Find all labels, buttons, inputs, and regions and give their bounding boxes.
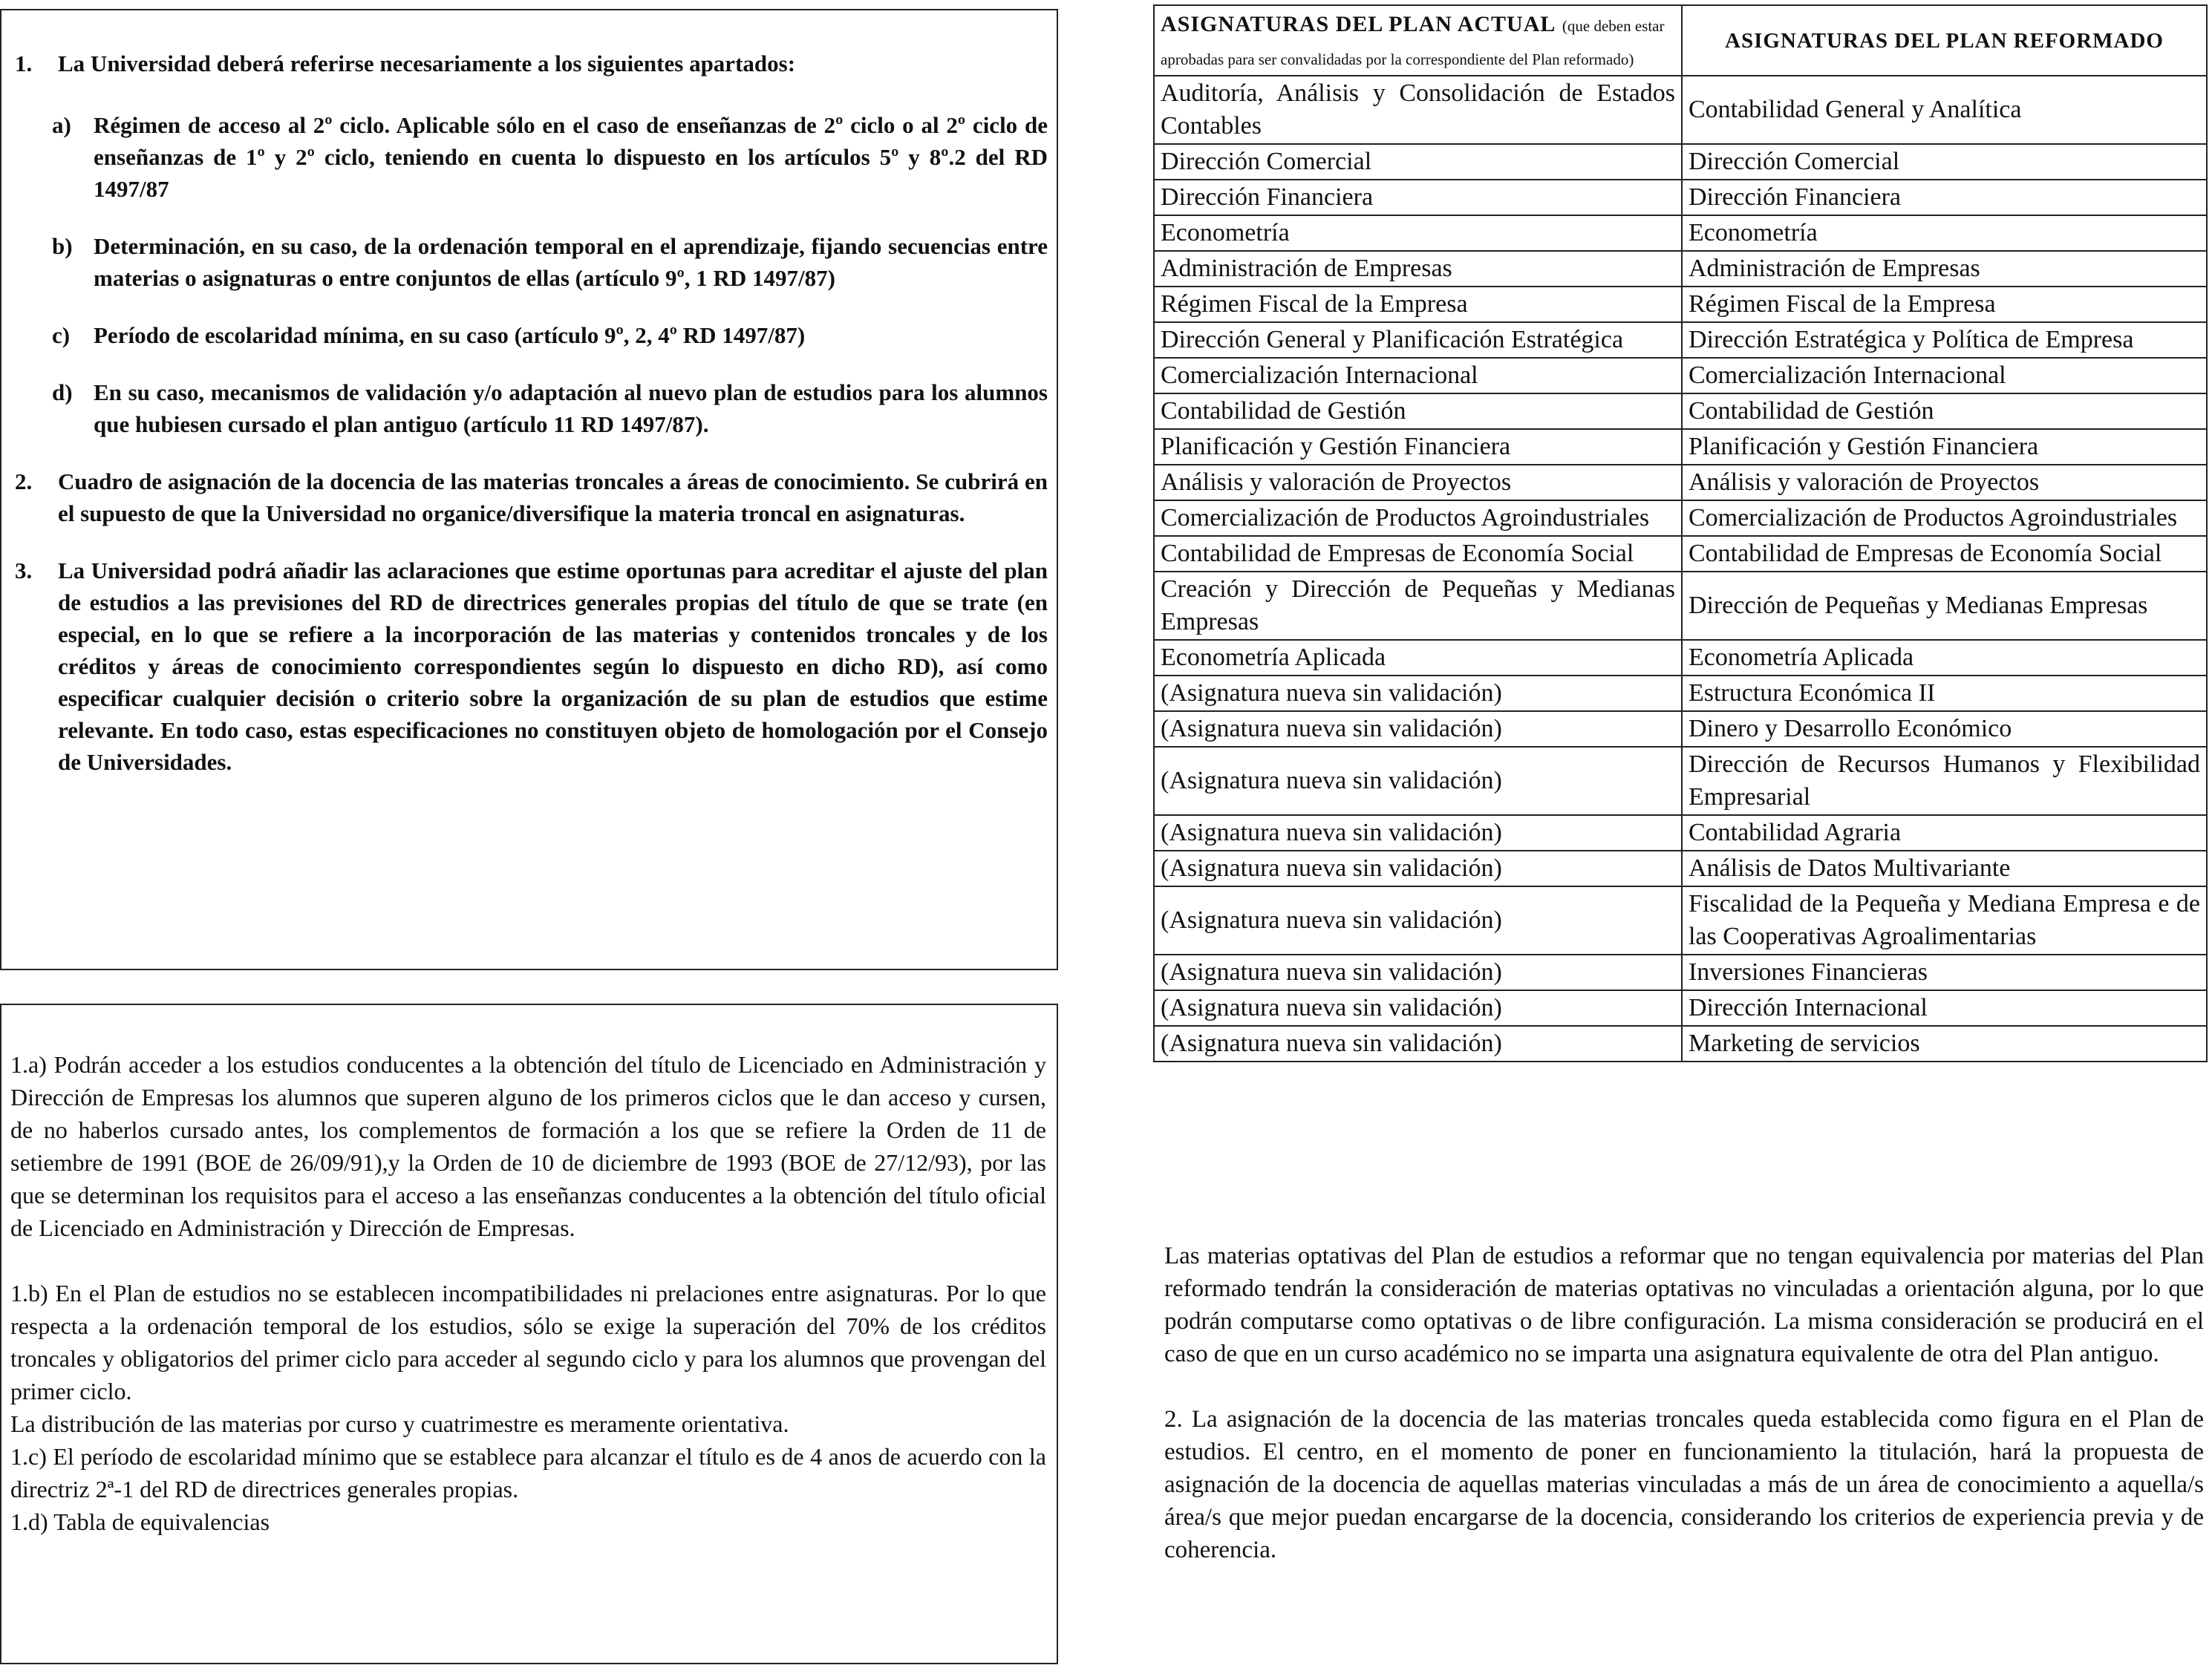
item-number: 1. [15, 50, 33, 76]
current-subject-cell: Econometría [1154, 215, 1682, 251]
current-subject-cell: Dirección General y Planificación Estratégica [1154, 322, 1682, 358]
current-subject-cell: Administración de Empresas [1154, 251, 1682, 287]
answer-1c: 1.c) El período de escolaridad mínimo que se establece para alcanzar el título es de 4 anos de acuerdo con la directriz 2ª-1 del RD de directrices generales propias. [10, 1443, 1046, 1502]
table-row [1154, 358, 2207, 393]
subitem-text: Régimen de acceso al 2º ciclo. Aplicable sólo en el caso de enseñanzas de 2º ciclo o al 2º ciclo de enseñanzas de 1º y 2º ciclo, teniendo en cuenta lo dispuesto en los artículos 5º y 8º.2 del RD 1497/87 [94, 112, 1048, 202]
header-current-plan-note: (que deben estar aprobadas para ser convalidadas por la correspondiente del Plan reformado) [1161, 17, 1665, 68]
current-subject-cell: Auditoría, Análisis y Consolidación de Estados Contables [1154, 76, 1682, 144]
current-subject-cell: Comercialización Internacional [1154, 358, 1682, 393]
optativas-note: Las materias optativas del Plan de estudios a reformar que no tengan equivalencia por materias del Plan reformado tendrán la consideración de materias optativas no vinculadas a orientación alguna, por lo que podrán computarse como optativas o de libre configuración. La misma consideración se producirá en el caso de que en un curso académico no se imparta una asignatura equivalente de otra del Plan antiguo. [1164, 1243, 2204, 1367]
table-row [1154, 76, 2207, 144]
reformed-subject-cell: Contabilidad Agraria [1682, 815, 2207, 851]
table-row [1154, 815, 2207, 851]
reformed-subject-cell: Dinero y Desarrollo Económico [1682, 711, 2207, 747]
reformed-subject-cell: Contabilidad de Gestión [1682, 393, 2207, 429]
current-subject-cell: Comercialización de Productos Agroindustriales [1154, 500, 1682, 536]
table-header-row [1154, 5, 2207, 76]
equivalence-table [1153, 4, 2208, 1062]
item-number: 3. [15, 557, 33, 583]
current-subject-cell: Análisis y valoración de Proyectos [1154, 465, 1682, 500]
instruction-item-1 [15, 48, 1048, 79]
current-subject-cell: (Asignatura nueva sin validación) [1154, 1026, 1682, 1062]
reformed-subject-cell: Dirección de Pequeñas y Medianas Empresas [1682, 572, 2207, 640]
table-row [1154, 215, 2207, 251]
reformed-subject-cell: Planificación y Gestión Financiera [1682, 429, 2207, 465]
instruction-item-3 [15, 555, 1048, 778]
reformed-subject-cell: Marketing de servicios [1682, 1026, 2207, 1062]
item-text: Cuadro de asignación de la docencia de las materias troncales a áreas de conocimiento. Se cubrirá en el supuesto de que la Universidad no organice/diversifique la materia troncal en asignaturas. [58, 468, 1048, 526]
header-reformed-plan: ASIGNATURAS DEL PLAN REFORMADO [1682, 5, 2207, 76]
table-row [1154, 536, 2207, 572]
item-text: La Universidad podrá añadir las aclaraciones que estime oportunas para acreditar el ajuste del plan de estudios a las previsiones del RD de directrices generales propias del título de que se trate (en especial, en lo que se refiere a la incorporación de las materias y contenidos troncales y de los créditos y áreas de conocimiento correspondientes según lo dispuesto en dicho RD), así como especificar cualquier decisión o criterio sobre la organización de su plan de estudios que estime relevante. En todo caso, estas especificaciones no constituyen objeto de homologación por el Consejo de Universidades. [58, 557, 1048, 775]
table-row [1154, 322, 2207, 358]
table-row [1154, 144, 2207, 180]
current-subject-cell: Planificación y Gestión Financiera [1154, 429, 1682, 465]
table-row [1154, 955, 2207, 990]
reformed-subject-cell: Estructura Económica II [1682, 676, 2207, 711]
current-subject-cell: (Asignatura nueva sin validación) [1154, 676, 1682, 711]
current-subject-cell: Dirección Financiera [1154, 180, 1682, 215]
current-subject-cell: Régimen Fiscal de la Empresa [1154, 287, 1682, 322]
current-subject-cell: (Asignatura nueva sin validación) [1154, 955, 1682, 990]
table-row [1154, 886, 2207, 955]
current-subject-cell: Contabilidad de Empresas de Economía Social [1154, 536, 1682, 572]
table-body [1154, 76, 2207, 1062]
current-subject-cell: (Asignatura nueva sin validación) [1154, 747, 1682, 815]
instructions-box [0, 9, 1058, 970]
table-row [1154, 572, 2207, 640]
reformed-subject-cell: Econometría [1682, 215, 2207, 251]
reformed-subject-cell: Análisis de Datos Multivariante [1682, 851, 2207, 886]
table-row [1154, 393, 2207, 429]
subitem-c [15, 319, 1048, 351]
table-row [1154, 676, 2207, 711]
table-row [1154, 851, 2207, 886]
current-subject-cell: (Asignatura nueva sin validación) [1154, 711, 1682, 747]
reformed-subject-cell: Comercialización Internacional [1682, 358, 2207, 393]
subitem-text: Período de escolaridad mínima, en su caso (artículo 9º, 2, 4º RD 1497/87) [94, 322, 806, 348]
table-row [1154, 180, 2207, 215]
subitem-letter: c) [52, 322, 71, 348]
reformed-subject-cell: Análisis y valoración de Proyectos [1682, 465, 2207, 500]
reformed-subject-cell: Econometría Aplicada [1682, 640, 2207, 676]
reformed-subject-cell: Fiscalidad de la Pequeña y Mediana Empresa e de las Cooperativas Agroalimentarias [1682, 886, 2207, 955]
subitem-letter: b) [52, 233, 73, 259]
table-row [1154, 251, 2207, 287]
reformed-subject-cell: Inversiones Financieras [1682, 955, 2207, 990]
answer-1a: 1.a) Podrán acceder a los estudios conducentes a la obtención del título de Licenciado en Administración y Dirección de Empresas los alumnos que superen alguno de los primeros ciclos que le dan acceso y cursen, de no haberlos cursado antes, los complementos de formación a los que se refiere la Orden de 11 de setiembre de 1991 (BOE de 26/09/91),y la Orden de 10 de diciembre de 1993 (BOE de 27/12/93), por las que se determinan los requisitos para el acceso a las enseñanzas conducentes a la obtención del título oficial de Licenciado en Administración y Dirección de Empresas. [10, 1051, 1046, 1241]
answer-1d: 1.d) Tabla de equivalencias [10, 1508, 270, 1535]
header-current-plan [1154, 5, 1682, 76]
table-row [1154, 640, 2207, 676]
table-row [1154, 465, 2207, 500]
reformed-subject-cell: Dirección Estratégica y Política de Empresa [1682, 322, 2207, 358]
table-row [1154, 711, 2207, 747]
current-subject-cell: (Asignatura nueva sin validación) [1154, 851, 1682, 886]
current-subject-cell: Econometría Aplicada [1154, 640, 1682, 676]
answer-1b-note: La distribución de las materias por curso y cuatrimestre es meramente orientativa. [10, 1410, 789, 1437]
table-row [1154, 500, 2207, 536]
answer-1b: 1.b) En el Plan de estudios no se establecen incompatibilidades ni prelaciones entre asignaturas. Por lo que respecta a la ordenación temporal de los estudios, sólo se exige la superación del 70% de los créditos troncales y obligatorios del primer ciclo para acceder al segundo ciclo y para los alumnos que provengan del primer ciclo. [10, 1280, 1046, 1404]
reformed-subject-cell: Contabilidad General y Analítica [1682, 76, 2207, 144]
table-row [1154, 1026, 2207, 1062]
reformed-subject-cell: Dirección Internacional [1682, 990, 2207, 1026]
header-current-plan-title: ASIGNATURAS DEL PLAN ACTUAL [1161, 12, 1556, 36]
subitem-letter: a) [52, 112, 71, 138]
reformed-subject-cell: Régimen Fiscal de la Empresa [1682, 287, 2207, 322]
subitem-d [15, 376, 1048, 440]
table-row [1154, 990, 2207, 1026]
reformed-subject-cell: Contabilidad de Empresas de Economía Social [1682, 536, 2207, 572]
subitem-letter: d) [52, 379, 73, 405]
current-subject-cell: (Asignatura nueva sin validación) [1154, 990, 1682, 1026]
item-text: La Universidad deberá referirse necesariamente a los siguientes apartados: [58, 50, 796, 76]
reformed-subject-cell: Administración de Empresas [1682, 251, 2207, 287]
answers-box [0, 1004, 1058, 1664]
item-number: 2. [15, 468, 33, 494]
current-subject-cell: (Asignatura nueva sin validación) [1154, 886, 1682, 955]
current-subject-cell: Creación y Dirección de Pequeñas y Medianas Empresas [1154, 572, 1682, 640]
subitem-b [15, 230, 1048, 294]
notes-section [1164, 1240, 2204, 1599]
table-row [1154, 429, 2207, 465]
current-subject-cell: Contabilidad de Gestión [1154, 393, 1682, 429]
current-subject-cell: Dirección Comercial [1154, 144, 1682, 180]
subitem-text: En su caso, mecanismos de validación y/o adaptación al nuevo plan de estudios para los alumnos que hubiesen cursado el plan antiguo (artículo 11 RD 1497/87). [94, 379, 1048, 437]
instruction-item-2 [15, 465, 1048, 529]
table-row [1154, 747, 2207, 815]
subitem-a [15, 109, 1048, 205]
current-subject-cell: (Asignatura nueva sin validación) [1154, 815, 1682, 851]
subitem-text: Determinación, en su caso, de la ordenación temporal en el aprendizaje, fijando secuencias entre materias o asignaturas o entre conjuntos de ellas (artículo 9º, 1 RD 1497/87) [94, 233, 1048, 291]
table-row [1154, 287, 2207, 322]
reformed-subject-cell: Dirección Financiera [1682, 180, 2207, 215]
reformed-subject-cell: Dirección Comercial [1682, 144, 2207, 180]
teaching-assignment-note: 2. La asignación de la docencia de las materias troncales queda establecida como figura en el Plan de estudios. El centro, en el momento de poner en funcionamiento la titulación, hará la propuesta de asignación de la docencia de aquellas materias vinculadas a más de un área de conocimiento a aquella/s área/s que mejor puedan encargarse de la docencia, considerando los criterios de experiencia previa y de coherencia. [1164, 1406, 2204, 1563]
reformed-subject-cell: Dirección de Recursos Humanos y Flexibilidad Empresarial [1682, 747, 2207, 815]
reformed-subject-cell: Comercialización de Productos Agroindustriales [1682, 500, 2207, 536]
